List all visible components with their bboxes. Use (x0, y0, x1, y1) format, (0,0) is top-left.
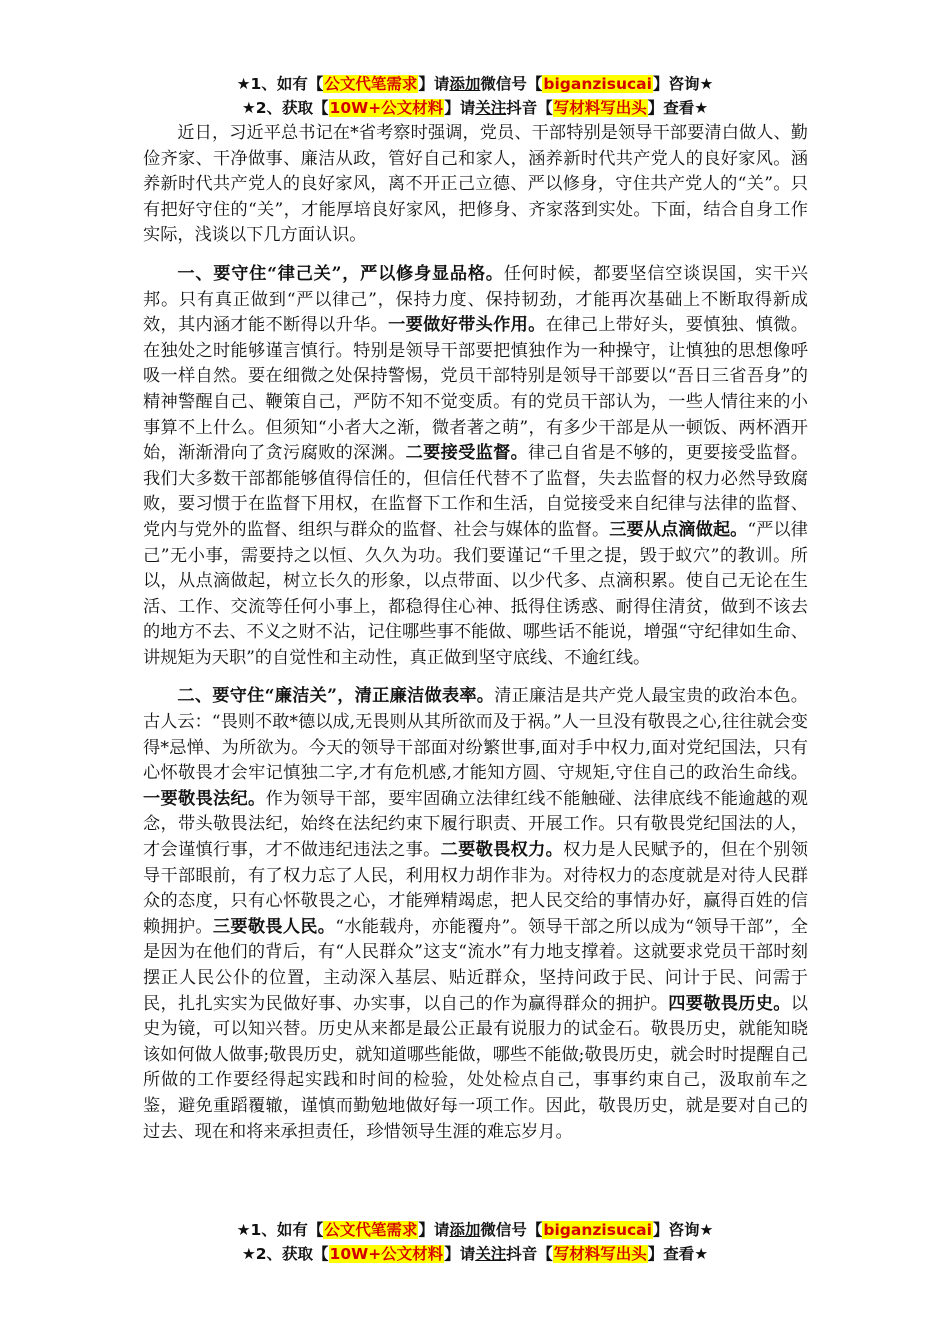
point-heading: 二要敬畏权力。 (440, 840, 564, 861)
promo-text: 】咨询★ (652, 75, 714, 93)
point-heading: 四要敬畏历史。 (668, 993, 791, 1014)
promo-banner-top (0, 72, 950, 120)
promo-text: 抖音【 (506, 1245, 553, 1263)
promo-text: 】请 (444, 99, 476, 117)
promo-text: ★1、如有【 (236, 75, 324, 93)
body-text: 律己自省是不够的，更要接受监督。我们大多数干部都能够值得信任的，但信任代替不了监督，失去监督的权力必然导致腐败，要习惯于在监督下用权，在监督下工作和生活，自觉接受来自纪律与法律的监督、党内与党外的监督、组织与群众的监督、社会与媒体的监督。 (143, 443, 808, 540)
body-text: 在律己上带好头，要慎独、慎微。在独处之时能够谨言慎行。特别是领导干部要把慎独作为一种操守，让慎独的思想像呼吸一样自然。要在细微之处保持警惕，党员干部特别是领导干部要以“吾日三省吾身”的精神警醒自己、鞭策自己，严防不知不觉变质。有的党员干部认为，一些人情往来的小事算不上什么。但须知“小者大之渐，微者著之萌”，有多少干部是从一顿饭、两杯酒开始，渐渐滑向了贪污腐败的深渊。 (143, 315, 808, 464)
highlight-tag: 写材料写出头 (553, 99, 647, 117)
point-heading: 三要从点滴做起。 (609, 519, 748, 540)
underlined-text: 添加 (449, 1221, 481, 1239)
section-2-paragraph (143, 684, 808, 1145)
point-heading: 三要敬畏人民。 (212, 916, 336, 937)
highlight-tag: 公文代笔需求 (324, 75, 418, 93)
highlight-tag: 10W+公文材料 (329, 99, 444, 117)
point-heading: 一要做好带头作用。 (388, 315, 546, 336)
body-text: 作为领导干部，要牢固确立法律红线不能触碰、法律底线不能逾越的观念，带头敬畏法纪，始终在法纪约束下履行职责、开展工作。只有敬畏党纪国法的人，才会谨慎行事，才不做违纪违法之事。 (143, 788, 808, 861)
promo-line-2 (0, 1242, 950, 1266)
promo-text: 微信号【 (480, 75, 543, 93)
promo-text: ★2、获取【 (241, 99, 329, 117)
intro-paragraph: 近日，习近平总书记在*省考察时强调，党员、干部特别是领导干部要清白做人、勤俭齐家、干净做事、廉洁从政，管好自己和家人，涵养新时代共产党人的良好家风。涵养新时代共产党人的良好家风，离不开正己立德、严以修身，守住共产党人的“关”。只有把好守住的“关”，才能厚培良好家风，把修身、齐家落到实处。下面，结合自身工作实际，浅谈以下几方面认识。 (143, 123, 808, 246)
body-text: 任何时候，都要坚信空谈误国，实干兴邦。只有真正做到“严以律己”，保持力度、保持韧劲，才能再次基础上不断取得新成效，其内涵才能不断得以升华。 (143, 263, 808, 336)
promo-text: ★2、获取【 (241, 1245, 329, 1263)
highlight-tag: 10W+公文材料 (329, 1245, 444, 1263)
section-1-paragraph (143, 262, 808, 672)
underlined-text: 添加 (449, 75, 481, 93)
promo-text: 】请 (418, 75, 450, 93)
promo-text: 】咨询★ (652, 1221, 714, 1239)
point-heading: 一要敬畏法纪。 (143, 788, 266, 809)
promo-text: 抖音【 (506, 99, 553, 117)
promo-line-1 (0, 72, 950, 96)
promo-text: 】请 (418, 1221, 450, 1239)
promo-line-2 (0, 96, 950, 120)
point-heading: 二要接受监督。 (405, 443, 529, 464)
promo-text: 】查看★ (647, 1245, 709, 1263)
promo-text: 】查看★ (647, 99, 709, 117)
highlight-tag: 公文代笔需求 (324, 1221, 418, 1239)
promo-text: ★1、如有【 (236, 1221, 324, 1239)
section-2-heading: 二、要守住“廉洁关”，清正廉洁做表率。 (177, 686, 495, 707)
promo-text: 微信号【 (480, 1221, 543, 1239)
highlight-tag: 写材料写出头 (553, 1245, 647, 1263)
promo-banner-bottom (0, 1218, 950, 1266)
body-text: “严以律己”无小事，需要持之以恒、久久为功。我们要谨记“千里之提，毁于蚁穴”的教训。所以，从点滴做起，树立长久的形象，以点带面、以少代多、点滴积累。使自己无论在生活、工作、交流等任何小事上，都稳得住心神、抵得住诱惑、耐得住清贫，做到不该去的地方不去、不义之财不沾，记住哪些事不能做、哪些话不能说，增强“守纪律如生命、讲规矩为天职”的自觉性和主动性，真正做到坚守底线、不逾红线。 (143, 519, 808, 668)
promo-text: 】请 (444, 1245, 476, 1263)
article-body (143, 121, 808, 1145)
body-text: 以史为镜，可以知兴替。历史从来都是最公正最有说服力的试金石。敬畏历史，就能知晓该如何做人做事;敬畏历史，就知道哪些能做，哪些不能做;敬畏历史，就会时时提醒自己所做的工作要经得起实践和时间的检验，处处检点自己，事事约束自己，汲取前车之鉴，避免重蹈覆辙，谨慎而勤勉地做好每一项工作。因此，敬畏历史，就是要对自己的过去、现在和将来承担责任，珍惜领导生涯的难忘岁月。 (143, 993, 808, 1142)
body-text: 清正廉洁是共产党人最宝贵的政治本色。古人云：“畏则不敢*德以成,无畏则从其所欲而及于祸。”人一旦没有敬畏之心,往往就会变得*忌惮、为所欲为。今天的领导干部面对纷繁世事,面对手中权力,面对党纪国法，只有心怀敬畏才会牢记慎独二字,才有危机感,才能知方圆、守规矩,守住自己的政治生命线。 (143, 686, 808, 784)
underlined-text: 关注 (475, 1245, 507, 1263)
highlight-tag: biganzisucai (543, 75, 652, 93)
body-text: “水能载舟，亦能覆舟”。领导干部之所以成为“领导干部”，全是因为在他们的背后，有“人民群众”这支“流水”有力地支撑着。这就要求党员干部时刻摆正人民公仆的位置，主动深入基层、贴近群众，坚持问政于民、问计于民、问需于民，扎扎实实为民做好事、办实事，以自己的作为赢得群众的拥护。 (143, 916, 808, 1014)
highlight-tag: biganzisucai (543, 1221, 652, 1239)
promo-line-1 (0, 1218, 950, 1242)
body-text: 权力是人民赋予的，但在个别领导干部眼前，有了权力忘了人民，利用权力胡作非为。对待权力的态度就是对待人民群众的态度，只有心怀敬畏之心，才能殚精竭虑，把人民交给的事情办好，赢得百姓的信赖拥护。 (143, 840, 808, 937)
underlined-text: 关注 (475, 99, 507, 117)
section-1-heading: 一、要守住“律己关”，严以修身显品格。 (177, 263, 504, 284)
